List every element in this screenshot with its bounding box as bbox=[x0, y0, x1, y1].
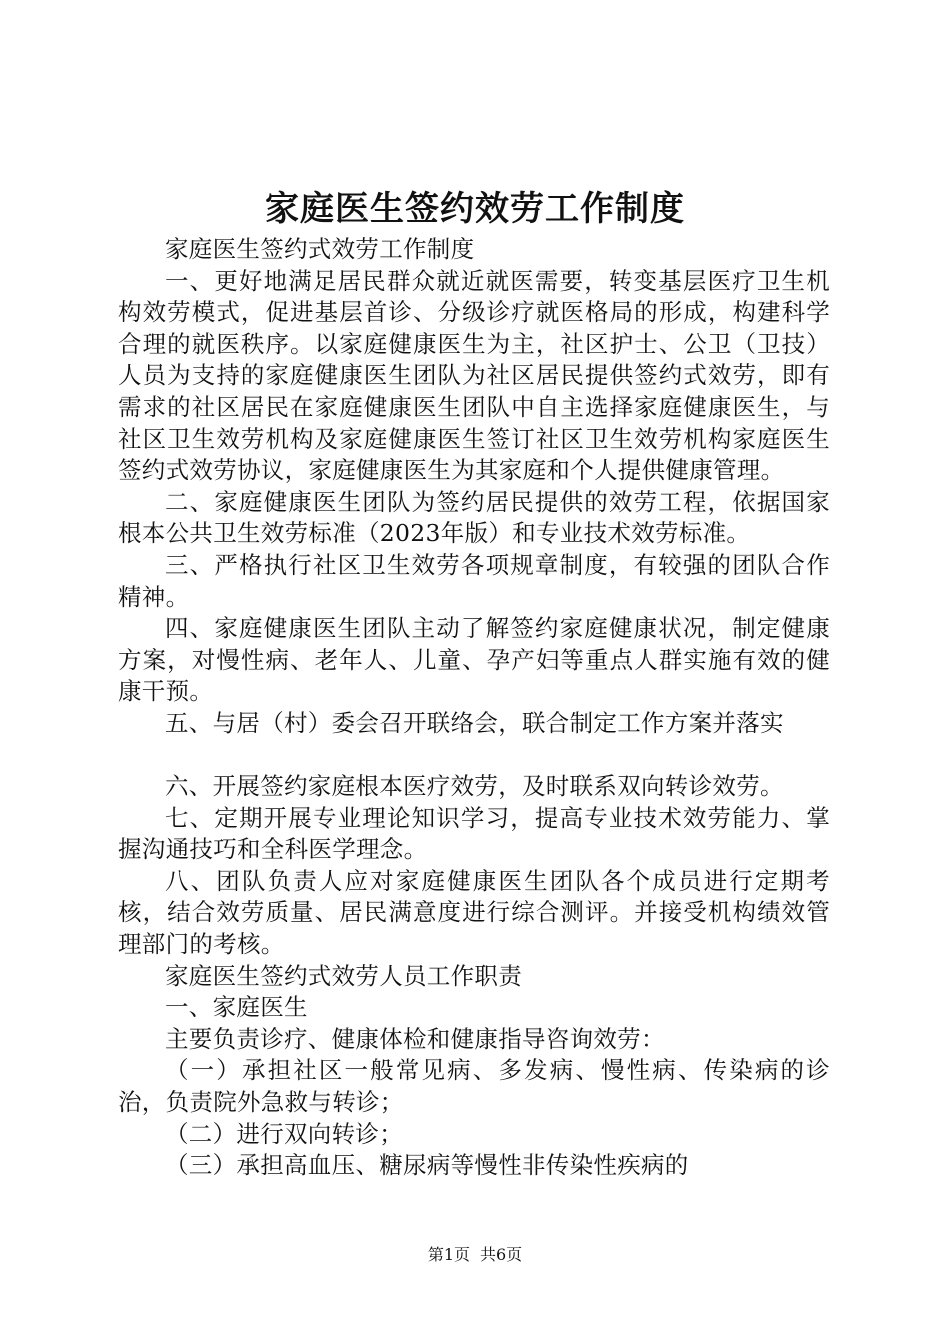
duty-item-2: （二）进行双向转诊； bbox=[165, 1119, 403, 1148]
paragraph-item-4: 四、家庭健康医生团队主动了解签约家庭健康状况，制定健康方案，对慢性病、老年人、儿童、孕产妇等重点人群实施有效的健康干预。 bbox=[118, 614, 830, 706]
paragraph-item-2: 二、家庭健康医生团队为签约居民提供的效劳工程，依据国家根本公共卫生效劳标准（2023年版）和专业技术效劳标准。 bbox=[118, 487, 830, 548]
paragraph-item-3: 三、严格执行社区卫生效劳各项规章制度，有较强的团队合作精神。 bbox=[118, 550, 830, 611]
paragraph-item-6: 六、开展签约家庭根本医疗效劳，及时联系双向转诊效劳。 bbox=[165, 772, 784, 801]
duty-item-3: （三）承担高血压、糖尿病等慢性非传染性疾病的 bbox=[165, 1151, 689, 1180]
paragraph-item-1: 一、更好地满足居民群众就近就医需要，转变基层医疗卫生机构效劳模式，促进基层首诊、分级诊疗就医格局的形成，构建科学合理的就医秩序。以家庭健康医生为主，社区护士、公卫（卫技）人员为支持的家庭健康医生团队为社区居民提供签约式效劳，即有需求的社区居民在家庭健康医生团队中自主选择家庭健康医生，与社区卫生效劳机构及家庭健康医生签订社区卫生效劳机构家庭医生签约式效劳协议，家庭健康医生为其家庭和个人提供健康管理。 bbox=[118, 266, 830, 485]
paragraph-item-5: 五、与居（村）委会召开联络会，联合制定工作方案并落实 bbox=[165, 708, 784, 737]
paragraph-item-7: 七、定期开展专业理论知识学习，提高专业技术效劳能力、掌握沟通技巧和全科医学理念。 bbox=[118, 803, 830, 864]
paragraph-item-8: 八、团队负责人应对家庭健康医生团队各个成员进行定期考核，结合效劳质量、居民满意度进行综合测评。并接受机构绩效管理部门的考核。 bbox=[118, 866, 830, 959]
duty-item-1: （一）承担社区一般常见病、多发病、慢性病、传染病的诊治，负责院外急救与转诊； bbox=[118, 1056, 830, 1117]
paragraph-subtitle: 家庭医生签约式效劳工作制度 bbox=[165, 235, 475, 263]
page-number-total: 共6页 bbox=[480, 1245, 523, 1264]
document-title: 家庭医生签约效劳工作制度 bbox=[265, 189, 685, 229]
page-number-current: 第1页 bbox=[427, 1245, 470, 1264]
document-body bbox=[118, 234, 830, 1182]
paragraph-main-duties: 主要负责诊疗、健康体检和健康指导咨询效劳： bbox=[165, 1024, 665, 1053]
section-heading-family-doctor: 一、家庭医生 bbox=[165, 993, 308, 1022]
section-heading-duties: 家庭医生签约式效劳人员工作职责 bbox=[165, 961, 522, 990]
page-footer bbox=[0, 1244, 950, 1266]
